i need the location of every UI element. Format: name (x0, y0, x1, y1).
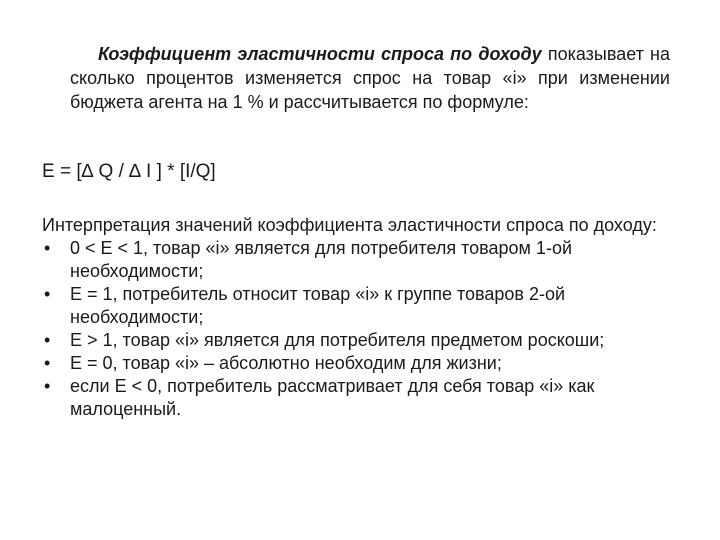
list-item (42, 375, 672, 421)
intro-term: Коэффициент эластичности спроса по доходу (98, 44, 542, 64)
bullet-icon: • (44, 284, 51, 304)
bullet-icon: • (44, 376, 51, 396)
list-item-text: если E < 0, потребитель рассматривает для себя товар «i» как малоценный. (70, 376, 595, 419)
list-item-text: 0 < E < 1, товар «i» является для потребителя товаром 1-ой необходимости; (70, 238, 573, 281)
interpretation-heading: Интерпретация значений коэффициента эластичности спроса по доходу: (42, 215, 657, 235)
intro-text: показывает на сколько процентов изменяется спрос на товар «i» при изменении бюджета агента на 1 % и рассчитывается по формуле: (70, 44, 670, 112)
list-item (42, 237, 672, 283)
list-item-text: E = 1, потребитель относит товар «i» к группе товаров 2-ой необходимости; (70, 284, 566, 327)
elasticity-formula: E = [∆ Q / ∆ I ] * [I/Q] (42, 161, 216, 182)
bullet-icon: • (44, 238, 51, 258)
list-item-text: E > 1, товар «i» является для потребителя предметом роскоши; (70, 330, 605, 350)
list-item (42, 329, 672, 352)
intro-paragraph (70, 42, 670, 114)
list-item (42, 352, 672, 375)
interpretation-block (42, 214, 672, 421)
bullet-icon: • (44, 330, 51, 350)
interpretation-list (42, 237, 672, 421)
list-item (42, 283, 672, 329)
list-item-text: E = 0, товар «i» – абсолютно необходим для жизни; (70, 353, 502, 373)
bullet-icon: • (44, 353, 51, 373)
